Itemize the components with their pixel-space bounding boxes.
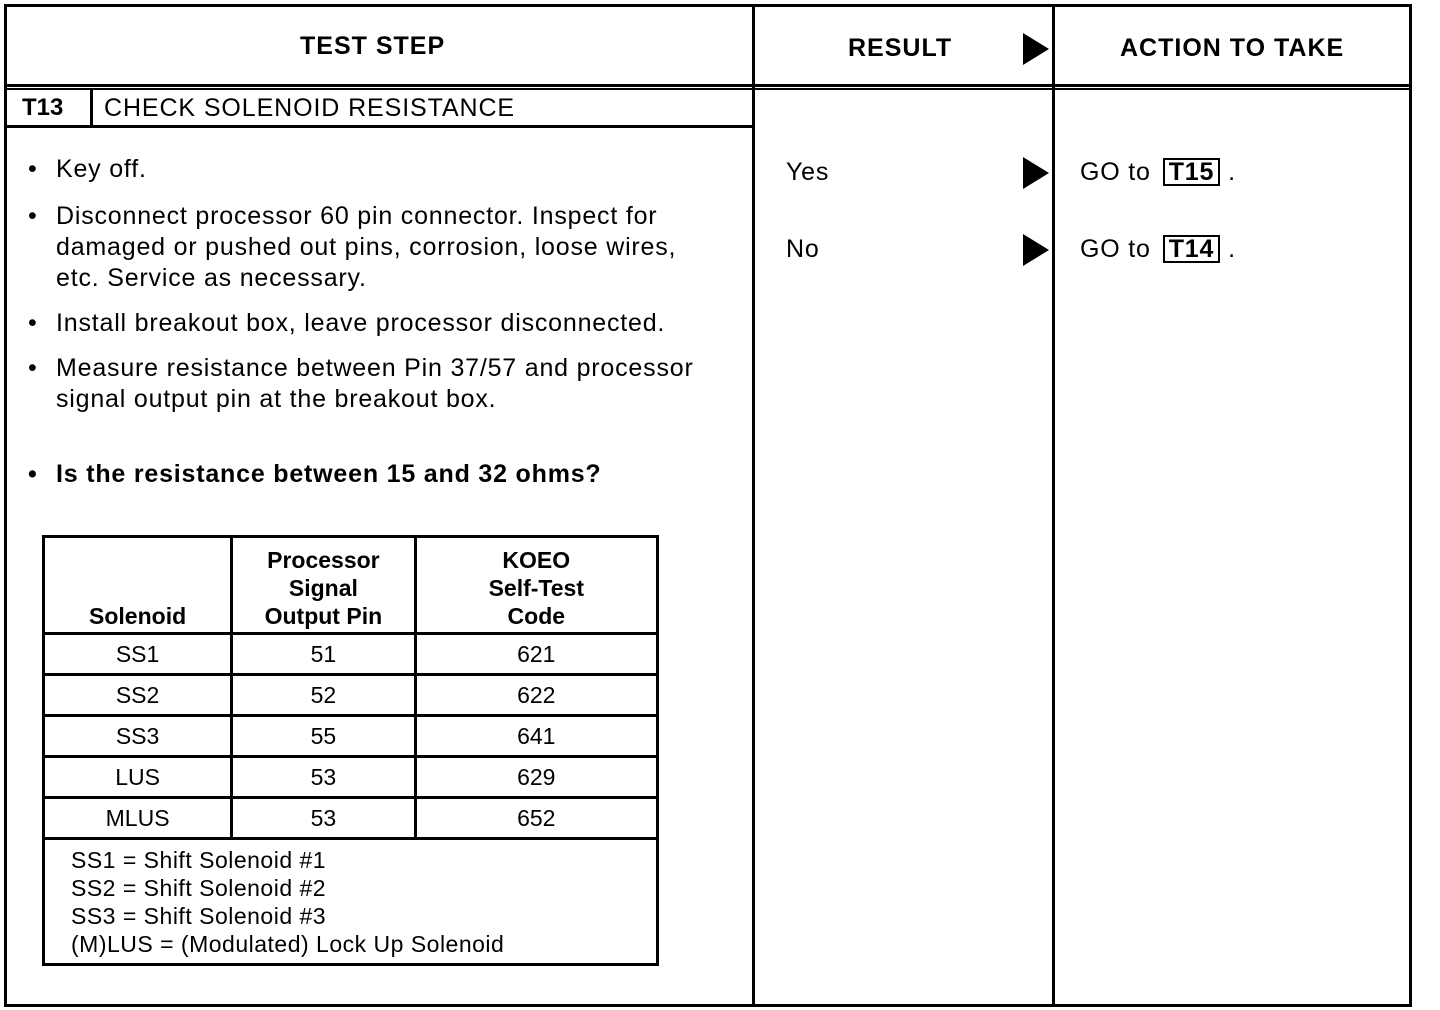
instruction-item: • Disconnect processor 60 pin connector. Inspect for damaged or pushed out pins, corrosion, loose wires, etc. Service as necessary. <box>28 201 686 294</box>
instruction-list <box>28 154 738 490</box>
solenoid-table <box>42 535 659 840</box>
frame-left <box>4 4 7 1007</box>
col-header-line: Processor <box>267 547 380 573</box>
instruction-item: • Install breakout box, leave processor disconnected. <box>28 308 738 339</box>
header-action: ACTION TO TAKE <box>1120 34 1345 62</box>
table-row <box>44 634 658 675</box>
result-yes: Yes <box>786 158 830 186</box>
table-row <box>44 757 658 798</box>
cell-solenoid: SS1 <box>44 634 232 675</box>
instruction-item: • Key off. <box>28 154 738 185</box>
table-header-row <box>44 537 658 634</box>
question: • Is the resistance between 15 and 32 ohms? <box>28 459 738 490</box>
divider-action <box>1052 4 1055 1007</box>
header-result: RESULT <box>848 34 953 62</box>
step-id-divider <box>90 88 93 126</box>
header-arrow-icon <box>1023 33 1049 65</box>
action-no-suffix: . <box>1228 235 1236 263</box>
header-rule <box>4 84 1412 87</box>
action-no-prefix: GO to <box>1080 235 1151 263</box>
header-test-step: TEST STEP <box>300 32 446 60</box>
header-rule-2 <box>4 88 1412 90</box>
frame-right <box>1409 4 1412 1007</box>
cell-pin: 51 <box>232 634 415 675</box>
step-rule <box>4 125 754 128</box>
action-no-target[interactable]: T14 <box>1163 235 1220 263</box>
col-header-line: Solenoid <box>89 603 187 629</box>
cell-solenoid: SS2 <box>44 675 232 716</box>
legend-line: SS1 = Shift Solenoid #1 <box>71 847 327 873</box>
cell-pin: 53 <box>232 757 415 798</box>
cell-pin: 53 <box>232 798 415 839</box>
col-header-line: Output Pin <box>264 603 383 629</box>
legend-line: SS3 = Shift Solenoid #3 <box>71 903 327 929</box>
action-yes-prefix: GO to <box>1080 158 1151 186</box>
table-row <box>44 675 658 716</box>
step-id: T13 <box>22 94 64 121</box>
col-header-line: Signal <box>288 575 358 601</box>
cell-pin: 55 <box>232 716 415 757</box>
table-row <box>44 716 658 757</box>
frame-top <box>4 4 1412 7</box>
col-header-line: KOEO <box>502 547 571 573</box>
action-yes <box>1080 158 1236 187</box>
table-legend <box>42 840 659 966</box>
action-no <box>1080 235 1236 264</box>
col-header-line: Self-Test <box>488 575 584 601</box>
action-yes-target[interactable]: T15 <box>1163 158 1220 186</box>
legend-line: SS2 = Shift Solenoid #2 <box>71 875 327 901</box>
col-header-code <box>415 537 657 634</box>
cell-solenoid: SS3 <box>44 716 232 757</box>
cell-code: 621 <box>415 634 657 675</box>
cell-code: 641 <box>415 716 657 757</box>
cell-code: 622 <box>415 675 657 716</box>
cell-code: 629 <box>415 757 657 798</box>
action-yes-suffix: . <box>1228 158 1236 186</box>
col-header-pin <box>232 537 415 634</box>
frame-bottom <box>4 1004 1412 1007</box>
cell-solenoid: MLUS <box>44 798 232 839</box>
cell-pin: 52 <box>232 675 415 716</box>
col-header-line: Code <box>507 603 566 629</box>
divider-result <box>752 4 755 1007</box>
result-no-arrow-icon <box>1023 234 1049 266</box>
legend-line: (M)LUS = (Modulated) Lock Up Solenoid <box>71 931 505 957</box>
col-header-solenoid <box>44 537 232 634</box>
step-title: CHECK SOLENOID RESISTANCE <box>104 94 516 122</box>
instruction-item: • Measure resistance between Pin 37/57 and processor signal output pin at the breakout box. <box>28 353 696 415</box>
cell-code: 652 <box>415 798 657 839</box>
table-row <box>44 798 658 839</box>
result-no: No <box>786 235 820 263</box>
cell-solenoid: LUS <box>44 757 232 798</box>
result-yes-arrow-icon <box>1023 157 1049 189</box>
